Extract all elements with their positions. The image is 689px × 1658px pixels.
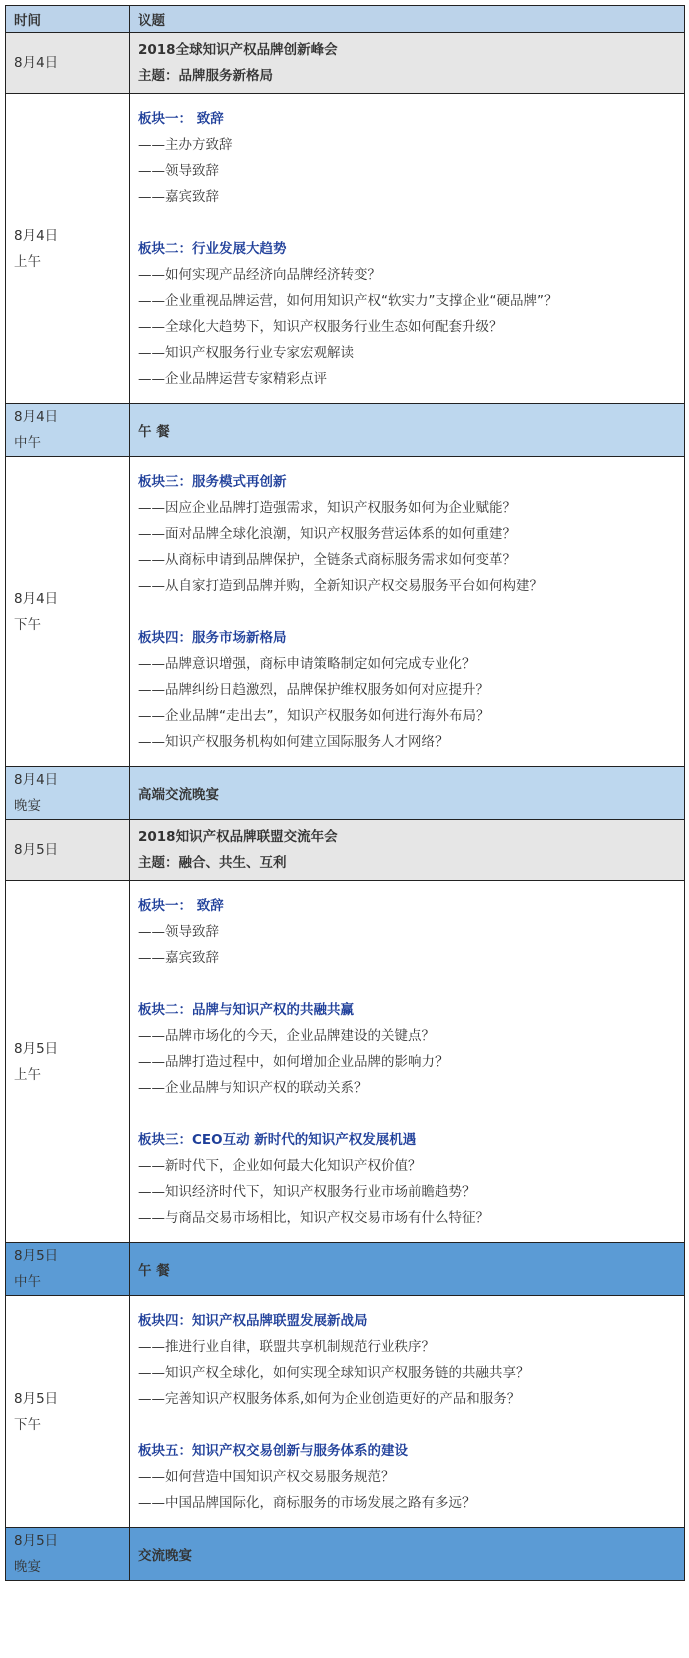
agenda-item: ——知识产权服务行业专家宏观解读 [138,344,354,361]
period-label: 中午 [14,435,41,451]
section-heading: 板块三：服务模式再创新 [138,473,287,490]
agenda-item: ——中国品牌国际化，商标服务的市场发展之路有多远？ [138,1494,476,1511]
section-heading: 板块四：知识产权品牌联盟发展新战局 [138,1312,368,1329]
event-subtitle: 主题：融合、共生、互利 [138,855,287,871]
table-row [6,881,685,1243]
agenda-item: ——品牌意识增强，商标申请策略制定如何完成专业化？ [138,655,476,672]
section-heading: 板块一： 致辞 [138,110,224,127]
table-row [6,404,685,457]
date-label: 8月5日 [14,1248,59,1264]
time-cell [6,404,130,457]
period-label: 下午 [14,616,41,633]
topic-cell [130,881,685,1243]
time-cell [6,1243,130,1296]
period-label: 晚宴 [14,1559,41,1575]
agenda-item: ——因应企业品牌打造强需求，知识产权服务如何为企业赋能？ [138,499,516,516]
agenda-item: ——企业重视品牌运营，如何用知识产权“软实力”支撑企业“硬品牌”？ [138,292,558,309]
section-heading: 板块三：CEO互动 新时代的知识产权发展机遇 [138,1131,417,1148]
meal-label: 午 餐 [130,1243,685,1296]
agenda-item: ——领导致辞 [138,923,219,940]
date-label: 8月5日 [14,1390,59,1407]
period-label: 晚宴 [14,798,41,814]
agenda-table-wrapper [5,5,684,1581]
meal-label: 午 餐 [130,404,685,457]
time-cell [6,457,130,767]
time-cell [6,1528,130,1581]
agenda-item: ——嘉宾致辞 [138,188,219,205]
header-topic: 议题 [130,6,685,33]
agenda-item: ——品牌市场化的今天，企业品牌建设的关键点？ [138,1027,435,1044]
agenda-item: ——完善知识产权服务体系,如何为企业创造更好的产品和服务？ [138,1390,521,1407]
agenda-item: ——与商品交易市场相比，知识产权交易市场有什么特征？ [138,1209,489,1226]
table-row [6,457,685,767]
date-label: 8月4日 [14,227,59,244]
time-cell [6,820,130,881]
agenda-item: ——知识产权全球化，如何实现全球知识产权服务链的共融共享？ [138,1364,530,1381]
section-heading: 板块一： 致辞 [138,897,224,914]
agenda-item: ——从自家打造到品牌并购，全新知识产权交易服务平台如何构建？ [138,577,543,594]
agenda-item: ——推进行业自律，联盟共享机制规范行业秩序？ [138,1338,435,1355]
date-label: 8月5日 [14,1040,59,1057]
agenda-item: ——面对品牌全球化浪潮，知识产权服务营运体系的如何重建？ [138,525,516,542]
table-row [6,1243,685,1296]
table-row [6,94,685,404]
section-heading: 板块五：知识产权交易创新与服务体系的建设 [138,1442,408,1459]
agenda-item: ——企业品牌“走出去”，知识产权服务如何进行海外布局？ [138,707,490,724]
time-cell [6,33,130,94]
agenda-table [5,5,685,1581]
agenda-item: ——领导致辞 [138,162,219,179]
event-subtitle: 主题：品牌服务新格局 [138,68,273,84]
table-row [6,1296,685,1528]
section-heading: 板块二：品牌与知识产权的共融共赢 [138,1001,354,1018]
event-title: 2018知识产权品牌联盟交流年会 [138,829,338,845]
meal-label: 交流晚宴 [130,1528,685,1581]
agenda-item: ——企业品牌与知识产权的联动关系？ [138,1079,368,1096]
table-row [6,33,685,94]
topic-cell [130,33,685,94]
topic-cell [130,1296,685,1528]
time-cell [6,94,130,404]
topic-cell [130,94,685,404]
agenda-item: ——知识产权服务机构如何建立国际服务人才网络？ [138,733,449,750]
agenda-item: ——从商标申请到品牌保护，全链条式商标服务需求如何变革？ [138,551,516,568]
agenda-item: ——全球化大趋势下，知识产权服务行业生态如何配套升级？ [138,318,503,335]
topic-cell [130,457,685,767]
agenda-item: ——嘉宾致辞 [138,949,219,966]
agenda-item: ——主办方致辞 [138,136,233,153]
date-label: 8月4日 [14,409,59,425]
time-cell [6,767,130,820]
table-header-row [6,6,685,33]
table-row [6,767,685,820]
date-label: 8月5日 [14,842,59,858]
section-heading: 板块四：服务市场新格局 [138,629,287,646]
topic-cell [130,820,685,881]
agenda-item: ——知识经济时代下，知识产权服务行业市场前瞻趋势？ [138,1183,476,1200]
agenda-item: ——如何实现产品经济向品牌经济转变？ [138,266,381,283]
date-label: 8月4日 [14,772,59,788]
agenda-item: ——品牌纠纷日趋激烈，品牌保护维权服务如何对应提升？ [138,681,489,698]
header-time: 时间 [6,6,130,33]
date-label: 8月5日 [14,1533,59,1549]
date-label: 8月4日 [14,590,59,607]
agenda-item: ——企业品牌运营专家精彩点评 [138,370,327,387]
agenda-item: ——新时代下，企业如何最大化知识产权价值？ [138,1157,422,1174]
event-title: 2018全球知识产权品牌创新峰会 [138,42,338,58]
period-label: 中午 [14,1274,41,1290]
table-row [6,1528,685,1581]
time-cell [6,881,130,1243]
meal-label: 高端交流晚宴 [130,767,685,820]
table-row [6,820,685,881]
date-label: 8月4日 [14,55,59,71]
time-cell [6,1296,130,1528]
agenda-item: ——品牌打造过程中，如何增加企业品牌的影响力？ [138,1053,449,1070]
period-label: 上午 [14,1066,41,1083]
period-label: 下午 [14,1416,41,1433]
agenda-item: ——如何营造中国知识产权交易服务规范？ [138,1468,395,1485]
section-heading: 板块二：行业发展大趋势 [138,240,287,257]
period-label: 上午 [14,253,41,270]
